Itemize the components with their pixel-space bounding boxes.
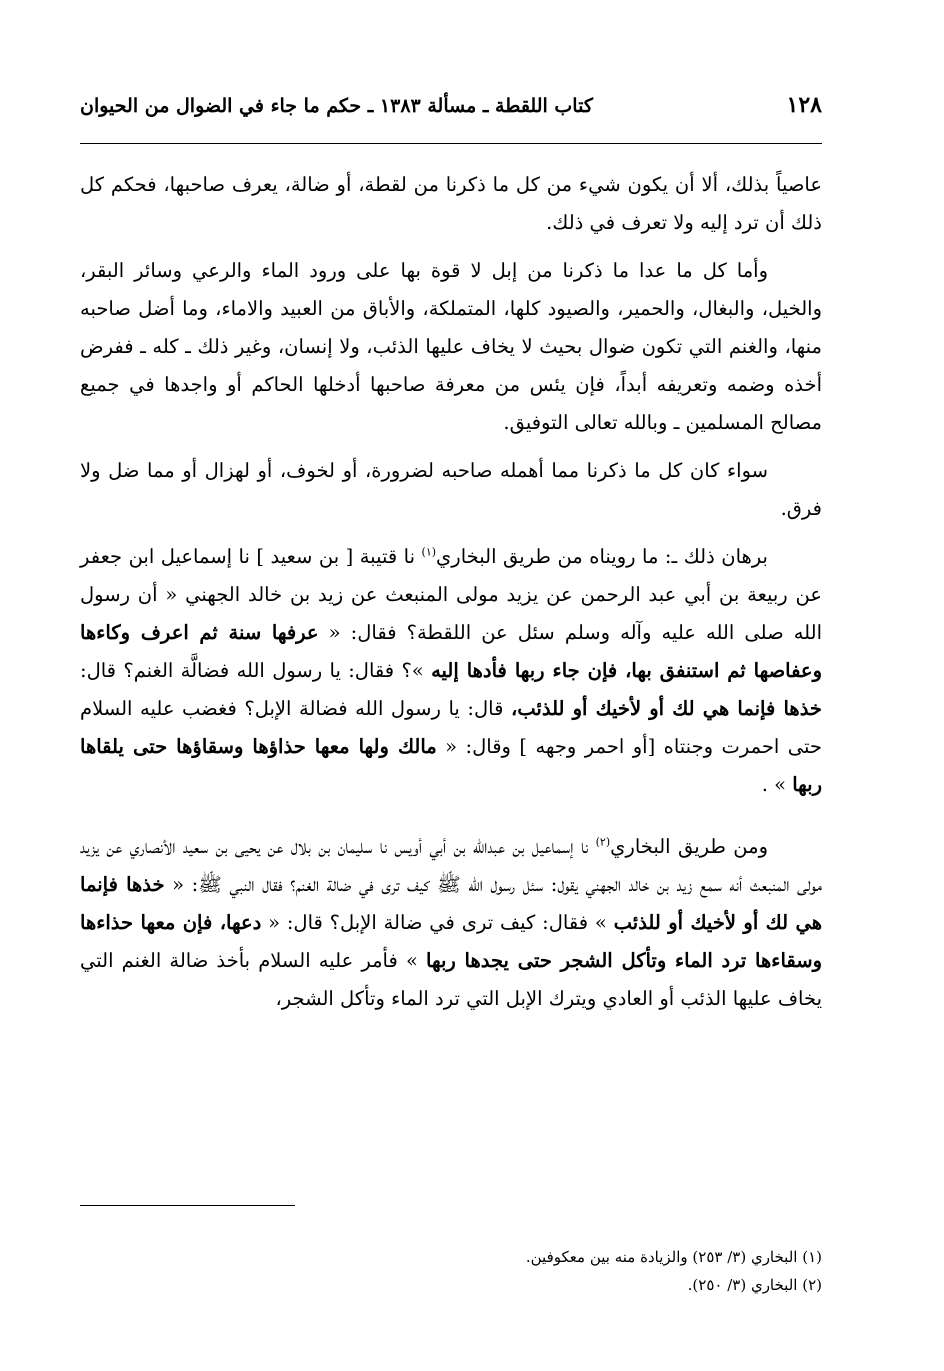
footnote-1: (١) البخاري (٣/ ٢٥٣) والزيادة منه بين معكوفين.: [525, 1248, 822, 1266]
book-page: [80, 0, 822, 1371]
hadith-quote-2: خذها فإنما هي لك أو لأخيك أو للذئب،: [510, 697, 822, 720]
footnote-divider: [80, 1205, 295, 1206]
hadith-quote-1: عرفها سنة ثم اعرف وكاءها وعفاصها ثم استنفق بها، فإن جاء ربها فأدها إليه: [80, 621, 822, 682]
footnote-2: (٢) البخاري (٣/ ٢٥٠).: [687, 1276, 822, 1294]
footnote-ref-1: (١): [421, 545, 437, 559]
hadith-quote-5: دعها، فإن معها حذاءها وسقاءها ترد الماء وتأكل الشجر حتى يجدها ربها: [80, 911, 823, 972]
paragraph-4-text-4: قال: يا رسول الله فضالة الإبل؟ فغضب عليه السلام حتى احمرت وجنتاه [أو احمر وجهه ] وقال: «: [80, 697, 822, 758]
main-text: [80, 166, 822, 1018]
paragraph-4: [80, 538, 822, 804]
paragraph-1: عاصياً بذلك، ألا أن يكون شيء من كل ما ذكرنا من لقطة، أو ضالة، يعرف صاحبها، فحكم كل ذلك أن ترد إليه ولا تعرف في ذلك.: [80, 173, 822, 234]
page-number: ١٢٨: [786, 92, 822, 118]
paragraph-2: وأما كل ما عدا ما ذكرنا من إبل لا قوة بها على ورود الماء والرعي وسائر البقر، والخيل، والبغال، والحمير، والصيود كلها، المتملكة، والأباق من العبيد والاماء، وما أضل صاحبه منها، والغنم التي تكون ضوال بحيث لا يخاف عليها الذئب، ولا إنسان، وغير ذلك ـ كله ـ ففرض أخذه وضمه وتعريفه أبداً، فإن يئس من معرفة صاحبها أدخلها الحاكم أو واجدها في جميع مصالح المسلمين ـ وبالله تعالى التوفيق.: [80, 259, 822, 434]
paragraph-5: [80, 828, 822, 1018]
running-title: كتاب اللقطة ـ مسألة ١٣٨٣ ـ حكم ما جاء في الضوال من الحيوان: [80, 95, 593, 117]
hadith-quote-3: مالك ولها معها حذاؤها وسقاؤها حتى يلقاها ربها: [80, 735, 822, 796]
paragraph-4-text-3: »؟ فقال: يا رسول الله فضالَّة الغنم؟ قال:: [80, 659, 432, 682]
paragraph-4-text-5: » .: [761, 773, 793, 796]
paragraph-4-text-2: نا قتيبة [ بن سعيد ] نا إسماعيل ابن جعفر عن ربيعة بن أبي عبد الرحمن عن يزيد مولى المنبعث عن زيد بن خالد الجهني « أن رسول الله صلى الله عليه وآله وسلم سئل عن اللقطة؟ فقال: «: [80, 545, 822, 644]
paragraph-4-text-1: برهان ذلك ـ: ما رويناه من طريق البخاري: [436, 545, 768, 568]
header-divider: [80, 143, 822, 144]
footnotes: [80, 1243, 822, 1299]
hadith-quote-4: خذها فإنما هي لك أو لأخيك أو للذئب: [80, 873, 822, 934]
paragraph-5-text-3: » فقال: كيف ترى في ضالة الإبل؟ قال: «: [261, 911, 614, 934]
footnote-ref-2: (٢): [595, 835, 611, 849]
paragraph-3: سواء كان كل ما ذكرنا مما أهمله صاحبه لضرورة، أو لخوف، أو لهزال أو مما ضل ولا فرق.: [80, 459, 822, 520]
paragraph-5-text-2: نا إسماعيل بن عبدالله بن أبي أويس نا سليمان بن بلال عن يحيى بن سعيد الأنصاري عن يزيد مولى المنبعث أنه سمع زيد بن خالد الجهني يقول: سئل رسول الله ﷺ كيف ترى في ضالة الغنم؟ فقال النبي ﷺ: «: [80, 835, 822, 896]
page-header: [80, 92, 822, 128]
paragraph-5-text-1: ومن طريق البخاري: [610, 835, 769, 858]
paragraph-5-text-4: » فأمر عليه السلام بأخذ ضالة الغنم التي يخاف عليها الذئب أو العادي ويترك الإبل التي ترد الماء وتأكل الشجر،: [80, 949, 822, 1010]
